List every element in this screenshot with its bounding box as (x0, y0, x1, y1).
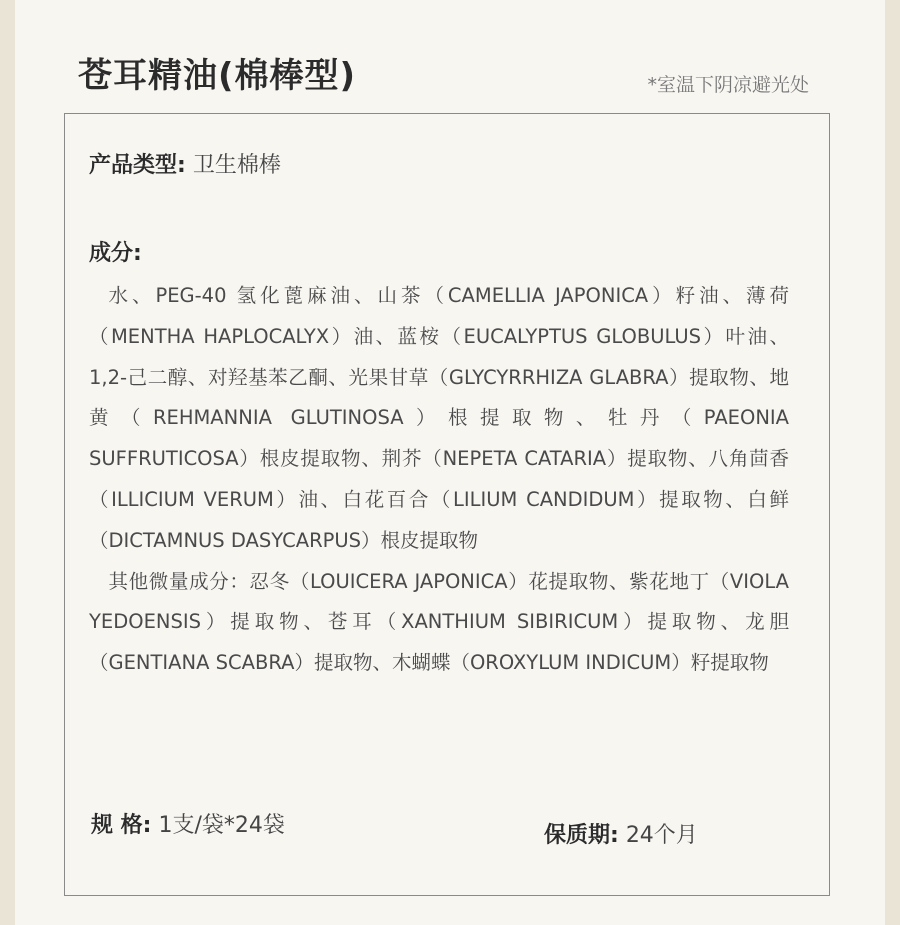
ingredients-main: 水、PEG-40 氢化蓖麻油、山茶（CAMELLIA JAPONICA）籽油、薄荷（MENTHA HAPLOCALYX）油、蓝桉（EUCALYPTUS GLOBULUS）叶油、1,2-己二醇、对羟基苯乙酮、光果甘草（GLYCYRRHIZA GLABRA）提取物、地黄（REHMANNIA GLUTINOSA）根提取物、牡丹（PAEONIA SUFFRUTICOSA）根皮提取物、荆芥（NEPETA CATARIA）提取物、八角茴香（ILLICIUM VERUM）油、白花百合（LILIUM CANDIDUM）提取物、白鲜（DICTAMNUS DASYCARPUS）根皮提取物 (89, 284, 789, 552)
shelf-life-row (544, 818, 698, 849)
product-info-card (15, 0, 885, 925)
storage-note: *室温下阴凉避光处 (647, 74, 809, 96)
spec-value: 1支/袋*24袋 (158, 813, 285, 838)
shelf-life-value: 24个月 (625, 823, 698, 848)
product-type-value: 卫生棉棒 (192, 153, 281, 178)
ingredients-other: 其他微量成分：忍冬（LOUICERA JAPONICA）花提取物、紫花地丁（VIOLA YEDOENSIS）提取物、苍耳（XANTHIUM SIBIRICUM）提取物、龙胆（GENTIANA SCABRA）提取物、木蝴蝶（OROXYLUM INDICUM）籽提取物 (89, 569, 789, 675)
details-box (64, 113, 830, 896)
product-type-label: 产品类型: (89, 153, 186, 178)
spec-label: 规 格: (91, 813, 152, 838)
shelf-life-label: 保质期: (544, 823, 619, 848)
product-title: 苍耳精油(棉棒型) (78, 56, 357, 96)
ingredients-body (89, 276, 789, 684)
spec-row (91, 808, 285, 839)
ingredients-label: 成分: (89, 241, 142, 266)
product-type-row (89, 148, 281, 179)
